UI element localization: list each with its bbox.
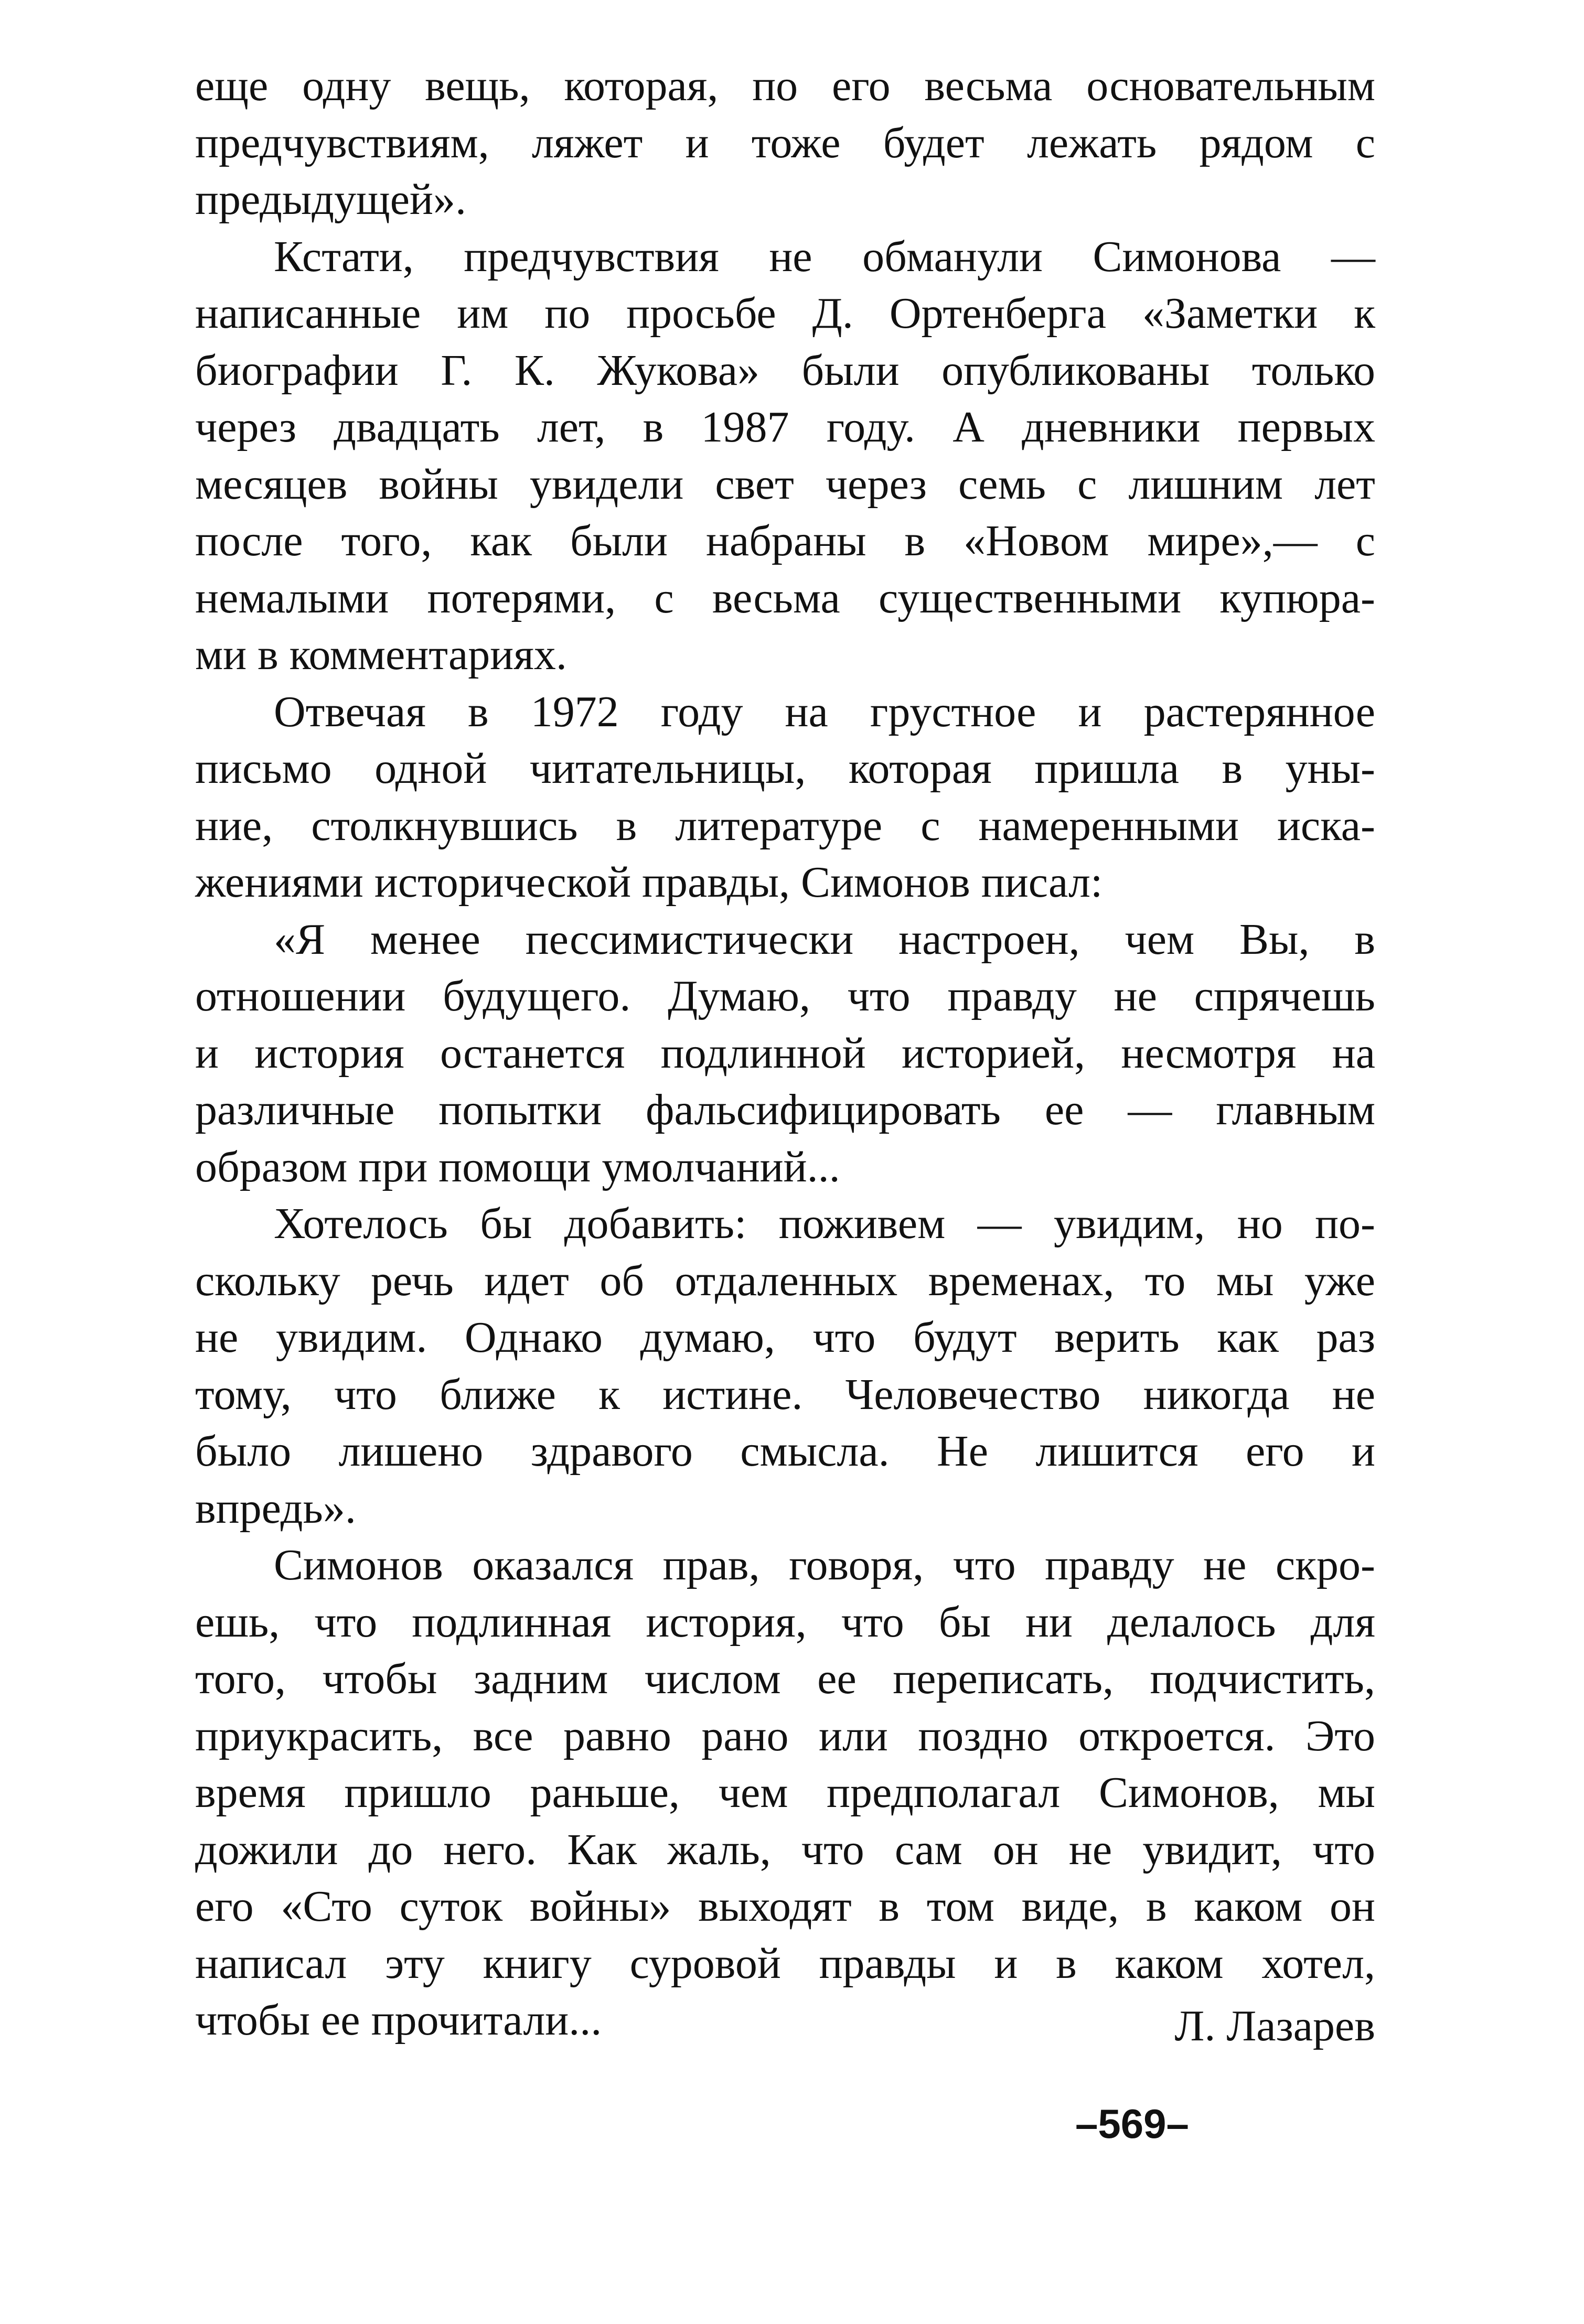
text-line: скольку речь идет об отдаленных временах, то мы уже (195, 1256, 1375, 1305)
paragraph-first-line: Отвечая в 1972 году на грустное и растерянное (274, 687, 1375, 736)
text-line: еще одну вещь, которая, по его весьма основательным (195, 61, 1375, 110)
text-line: чтобы ее прочитали... (195, 1996, 602, 2045)
author-signature: Л. Лазарев (1174, 2002, 1375, 2050)
text-line: не увидим. Однако думаю, что будут верить как раз (195, 1313, 1375, 1362)
text-line: предчувствиям, ляжет и тоже будет лежать рядом с (195, 118, 1375, 167)
text-line: того, чтобы задним числом ее переписать, подчистить, (195, 1654, 1375, 1703)
page-number: –569– (1075, 2101, 1189, 2147)
paragraph-first-line: Симонов оказался прав, говоря, что правду не скро- (274, 1541, 1375, 1589)
text-line: ешь, что подлинная история, что бы ни делалось для (195, 1597, 1375, 1647)
text-line: написанные им по просьбе Д. Ортенберга «Заметки к (195, 289, 1375, 338)
text-line: тому, что ближе к истине. Человечество никогда не (195, 1370, 1375, 1419)
paragraph-first-line: Кстати, предчувствия не обманули Симонова — (274, 232, 1375, 281)
paragraph-first-line: «Я менее пессимистически настроен, чем Вы, в (274, 914, 1375, 964)
text-line: впредь». (195, 1483, 356, 1533)
text-line: письмо одной читательницы, которая пришла в уны- (195, 744, 1375, 793)
text-line: немалыми потерями, с весьма существенными купюра- (195, 573, 1375, 622)
text-line: дожили до него. Как жаль, что сам он не увидит, что (195, 1825, 1375, 1874)
text-line: ние, столкнувшись в литературе с намеренными иска- (195, 801, 1375, 850)
text-line: написал эту книгу суровой правды и в каком хотел, (195, 1939, 1375, 1988)
text-line: предыдущей». (195, 175, 466, 224)
text-line: ми в комментариях. (195, 630, 567, 679)
page-body (195, 58, 1375, 2049)
text-line: через двадцать лет, в 1987 году. А дневники первых (195, 403, 1375, 451)
text-line: образом при помощи умолчаний... (195, 1142, 840, 1191)
text-line: и история останется подлинной историей, несмотря на (195, 1028, 1375, 1078)
text-line: его «Сто суток войны» выходят в том виде, в каком он (195, 1882, 1375, 1931)
text-line: после того, как были набраны в «Новом мире»,— с (195, 517, 1375, 565)
text-line: биографии Г. К. Жукова» были опубликованы только (195, 346, 1375, 395)
text-line: приукрасить, все равно рано или поздно откроется. Это (195, 1711, 1375, 1760)
text-line: время пришло раньше, чем предполагал Симонов, мы (195, 1768, 1375, 1817)
text-line: месяцев войны увидели свет через семь с лишним лет (195, 459, 1375, 509)
text-line: жениями исторической правды, Симонов писал: (195, 858, 1103, 907)
text-line: различные попытки фальсифицировать ее — главным (195, 1085, 1375, 1134)
text-line: было лишено здравого смысла. Не лишится его и (195, 1427, 1375, 1476)
text-line: отношении будущего. Думаю, что правду не спрячешь (195, 972, 1375, 1020)
paragraph-first-line: Хотелось бы добавить: поживем — увидим, но по- (274, 1199, 1375, 1248)
